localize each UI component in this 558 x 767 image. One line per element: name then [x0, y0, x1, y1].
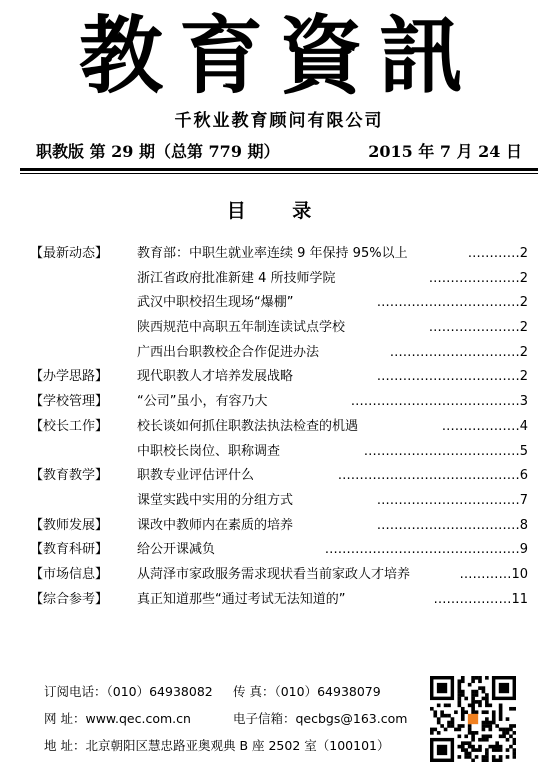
toc-title-text: 给公开课减负: [137, 542, 216, 558]
toc-page-number: 9: [519, 542, 528, 558]
toc-page-number: 10: [511, 566, 528, 582]
toc-entry[interactable]: [30, 319, 528, 344]
toc-page-number: 4: [519, 418, 528, 434]
toc-title-text: 职教专业评估评什么: [137, 468, 255, 484]
toc-page-number: 8: [519, 517, 528, 533]
toc-page: [338, 467, 528, 484]
toc-page: [377, 492, 528, 509]
toc-entry[interactable]: [30, 492, 528, 517]
toc-page: [429, 319, 528, 336]
toc-title: 目 录: [226, 200, 332, 222]
toc-title-text: 校长谈如何抓住职教法执法检查的机遇: [137, 418, 359, 434]
toc-leader: ………………………………………: [324, 542, 520, 558]
toc-entry[interactable]: [30, 344, 528, 369]
toc-leader: …………………………: [389, 344, 520, 360]
toc-entry[interactable]: [30, 591, 528, 616]
toc-page-number: 2: [519, 369, 528, 385]
toc-page-number: 6: [519, 468, 528, 484]
masthead-title: 教育資訊: [78, 6, 479, 105]
header-rule-thin: [20, 173, 538, 174]
toc-page: [433, 591, 528, 608]
footer-address: 地 址：北京朝阳区慧忠路亚奥观典 B 座 2502 室（100101）: [44, 738, 390, 753]
toc-page-number: 5: [519, 443, 528, 459]
toc-page: [364, 443, 528, 460]
toc-page-number: 3: [519, 394, 528, 410]
header-rule-thick: [20, 168, 538, 171]
toc-title-text: 广西出台职教校企合作促进办法: [137, 344, 320, 360]
toc-title-text: 课改中教师内在素质的培养: [137, 517, 294, 533]
toc-leader: ……………………………: [376, 369, 520, 385]
footer-email[interactable]: 电子信箱：qecbgs@163.com: [233, 711, 408, 726]
toc-page-number: 2: [519, 344, 528, 360]
toc-category: 【教育教学】: [30, 468, 109, 484]
toc-page: [442, 418, 528, 435]
toc-page: [429, 270, 528, 287]
qr-code-icon: [430, 676, 516, 762]
toc-page: [459, 566, 528, 583]
toc-page: [377, 294, 528, 311]
toc-category: 【教师发展】: [30, 517, 109, 533]
toc-page: [325, 541, 528, 558]
toc-page: [351, 393, 528, 410]
toc-category: 【最新动态】: [30, 246, 109, 261]
toc-entry[interactable]: [30, 517, 528, 542]
toc-title-text: 陕西规范中高职五年制连读试点学校: [137, 320, 346, 336]
toc-page: [377, 517, 528, 534]
toc-title-text: 中职校长岗位、职称调查: [137, 443, 281, 459]
toc-leader: ……………………………………: [337, 468, 520, 484]
toc-page-number: 2: [519, 295, 528, 311]
company-name: 千秋业教育顾问有限公司: [174, 111, 384, 131]
toc-leader: …………………………………: [350, 394, 520, 410]
toc-entry[interactable]: [30, 245, 528, 270]
toc-page-number: 7: [519, 492, 528, 508]
toc-page: [468, 245, 528, 262]
toc-title-text: 教育部：中职生就业率连续 9 年保持 95%以上: [137, 246, 408, 261]
toc-category: 【办学思路】: [30, 369, 109, 385]
toc-entry[interactable]: [30, 368, 528, 393]
footer-subscribe: 订阅电话：（010）64938082: [44, 684, 213, 699]
toc-category: 【教育科研】: [30, 542, 109, 558]
toc-entry[interactable]: [30, 418, 528, 443]
toc-page-number: 11: [511, 591, 528, 607]
toc-title-text: 现代职教人才培养发展战略: [137, 369, 294, 385]
issue-date: 2015 年 7 月 24 日: [368, 142, 522, 161]
toc-category: 【学校管理】: [30, 394, 109, 410]
toc-entry[interactable]: [30, 294, 528, 319]
toc-entry[interactable]: [30, 393, 528, 418]
toc-category: 【市场信息】: [30, 566, 109, 582]
qr-code-graphic: [430, 676, 516, 762]
toc-page: [390, 344, 528, 361]
toc-leader: …………………: [428, 320, 520, 336]
toc-category: 【校长工作】: [30, 418, 109, 434]
toc-page-number: 2: [519, 320, 528, 336]
toc-leader: …………: [467, 246, 520, 261]
toc-title-text: 武汉中职校招生现场“爆棚”: [137, 295, 294, 311]
issue-line: [36, 139, 522, 167]
toc-entry[interactable]: [30, 443, 528, 468]
toc-leader: ………………: [441, 418, 520, 434]
issue-edition: 职教版 第 29 期（总第 779 期）: [36, 142, 280, 161]
toc-title-text: 课堂实践中实用的分组方式: [137, 492, 294, 508]
toc-page-number: 2: [519, 246, 528, 261]
footer-website[interactable]: 网 址：www.qec.com.cn: [44, 711, 191, 726]
toc-category: 【综合参考】: [30, 591, 109, 607]
toc-entry[interactable]: [30, 467, 528, 492]
toc-entry[interactable]: [30, 541, 528, 566]
table-of-contents: [30, 245, 528, 615]
toc-page: [377, 368, 528, 385]
toc-leader: ………………: [433, 591, 512, 607]
toc-page-number: 2: [519, 270, 528, 286]
toc-leader: ………………………………: [363, 443, 520, 459]
toc-title-text: 真正知道那些“通过考试无法知道的”: [137, 591, 346, 607]
toc-leader: …………………: [428, 270, 520, 286]
toc-leader: ……………………………: [376, 517, 520, 533]
toc-leader: ……………………………: [376, 492, 520, 508]
toc-title-text: 从菏泽市家政服务需求现状看当前家政人才培养: [137, 566, 411, 582]
toc-entry[interactable]: [30, 566, 528, 591]
footer-fax: 传 真：（010）64938079: [233, 684, 381, 699]
toc-title-text: “公司”虽小，有容乃大: [137, 394, 268, 410]
toc-leader: ……………………………: [376, 295, 520, 311]
toc-entry[interactable]: [30, 270, 528, 295]
toc-leader: …………: [459, 566, 512, 582]
toc-title-text: 浙江省政府批准新建 4 所技师学院: [137, 270, 336, 286]
